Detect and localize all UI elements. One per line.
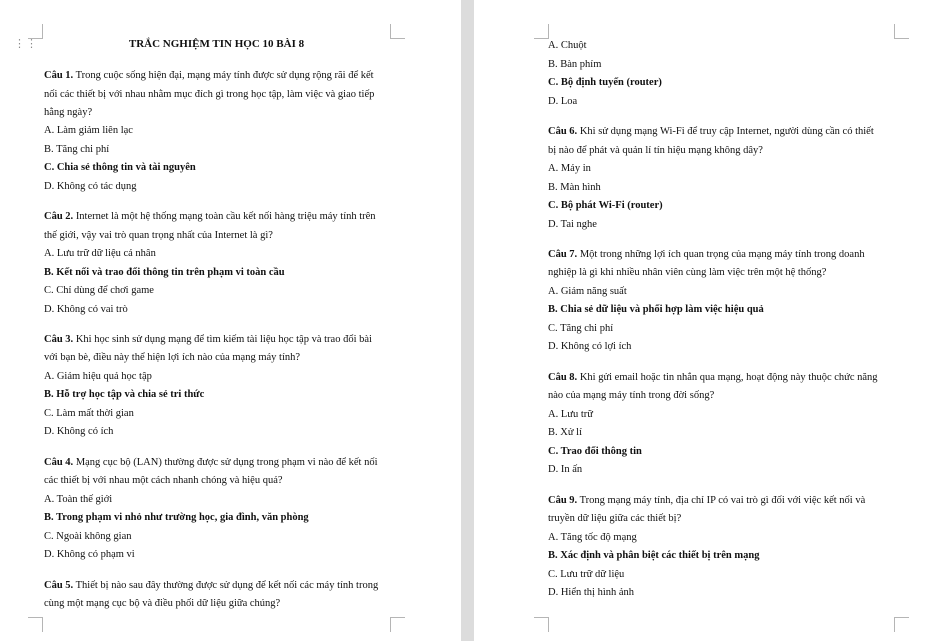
answer-option: D. Không có tác dụng: [44, 181, 137, 192]
answer-option: B. Xử lí: [548, 427, 582, 438]
answer-option: C. Làm mất thời gian: [44, 408, 134, 419]
question-4-text: [44, 456, 378, 469]
question-5-text: [44, 579, 378, 592]
question-9-text-cont: truyền dữ liệu giữa các thiết bị?: [548, 513, 682, 524]
correct-answer: C. Bộ định tuyến (router): [548, 77, 662, 88]
question-label: Câu 4.: [44, 457, 74, 468]
answer-option: A. Giảm năng suất: [548, 286, 627, 297]
question-6-text: [548, 125, 874, 138]
question-5-text-cont: cùng một mạng cục bộ và điều phối dữ liệu giữa chúng?: [44, 598, 281, 609]
answer-option: B. Màn hình: [548, 182, 601, 193]
answer-option: C. Chỉ dùng để chơi game: [44, 285, 154, 296]
answer-option: D. Không có vai trò: [44, 304, 128, 315]
question-1-text: [44, 69, 374, 82]
crop-mark: [28, 617, 43, 632]
document-title: TRẮC NGHIỆM TIN HỌC 10 BÀI 8: [128, 38, 305, 50]
question-label: Câu 9.: [548, 495, 578, 506]
crop-mark: [894, 24, 909, 39]
question-text: Khi học sinh sử dụng mạng để tìm kiếm tài liệu học tập và trao đổi bài: [73, 334, 372, 345]
answer-option: D. Tai nghe: [548, 219, 597, 230]
answer-option: D. Không có ích: [44, 426, 114, 437]
question-text: Internet là một hệ thống mạng toàn cầu kết nối hàng triệu máy tính trên: [73, 211, 376, 222]
correct-answer: B. Xác định và phân biệt các thiết bị trên mạng: [548, 550, 760, 561]
question-8-text: [548, 371, 878, 384]
document-page-2: [474, 0, 935, 641]
crop-mark: [534, 617, 549, 632]
correct-answer: C. Trao đổi thông tin: [548, 446, 642, 457]
crop-mark: [390, 24, 405, 39]
correct-answer: B. Kết nối và trao đổi thông tin trên phạm vi toàn cầu: [44, 267, 285, 278]
crop-mark: [390, 617, 405, 632]
crop-mark: [894, 617, 909, 632]
question-label: Câu 5.: [44, 580, 74, 591]
answer-option: A. Máy in: [548, 163, 591, 174]
question-label: Câu 8.: [548, 372, 578, 383]
question-9-text: [548, 494, 865, 507]
question-text: Trong cuộc sống hiện đại, mạng máy tính được sử dụng rộng rãi để kết: [73, 70, 374, 81]
answer-option: A. Toàn thế giới: [44, 494, 113, 505]
question-8-text-cont: nào của mạng máy tính trong đời sống?: [548, 390, 715, 401]
question-7-text-cont: nghiệp là gì khi nhiều nhân viên cùng làm việc trên một hệ thống?: [548, 267, 827, 278]
question-text: Khi sử dụng mạng Wi-Fi để truy cập Internet, người dùng cần có thiết: [577, 126, 874, 137]
question-text: Thiết bị nào sau đây thường được sử dụng để kết nối các máy tính trong: [73, 580, 379, 591]
question-label: Câu 3.: [44, 334, 74, 345]
answer-option: D. Loa: [548, 96, 578, 107]
answer-option: A. Lưu trữ dữ liệu cá nhân: [44, 248, 156, 259]
answer-option: C. Lưu trữ dữ liệu: [548, 569, 625, 580]
question-1-text-cont: hằng ngày?: [44, 107, 93, 118]
question-6-text-cont: bị nào để phát và quản lí tín hiệu mạng không dây?: [548, 145, 763, 156]
answer-option: D. Không có phạm vi: [44, 549, 135, 560]
answer-option: D. In ấn: [548, 464, 583, 475]
correct-answer: C. Bộ phát Wi-Fi (router): [548, 200, 663, 211]
question-text: Khi gửi email hoặc tin nhắn qua mạng, hoạt động này thuộc chức năng: [577, 372, 878, 383]
question-2-text-cont: thế giới, vậy vai trò quan trọng nhất của Internet là gì?: [44, 230, 273, 241]
question-label: Câu 7.: [548, 249, 578, 260]
question-3-text-cont: với bạn bè, điều này thể hiện lợi ích nào của mạng máy tính?: [44, 352, 301, 363]
question-1-text-cont: nối các thiết bị với nhau nhằm mục đích gì trong học tập, làm việc và giao tiếp: [44, 89, 375, 100]
question-text: Mạng cục bộ (LAN) thường được sử dụng trong phạm vi nào để kết nối: [73, 457, 378, 468]
crop-mark: [534, 24, 549, 39]
question-2-text: [44, 210, 376, 223]
answer-option: C. Ngoài không gian: [44, 531, 132, 542]
answer-option: B. Bàn phím: [548, 59, 602, 70]
page-gutter: [461, 0, 474, 641]
question-7-text: [548, 248, 865, 261]
correct-answer: C. Chia sẻ thông tin và tài nguyên: [44, 162, 196, 173]
correct-answer: B. Chia sẻ dữ liệu và phối hợp làm việc hiệu quả: [548, 304, 764, 315]
document-page-1: [0, 0, 461, 641]
question-text: Một trong những lợi ích quan trọng của mạng máy tính trong doanh: [577, 249, 865, 260]
question-3-text: [44, 333, 372, 346]
answer-option: D. Không có lợi ích: [548, 341, 632, 352]
question-label: Câu 1.: [44, 70, 74, 81]
answer-option: A. Giảm hiệu quả học tập: [44, 371, 152, 382]
answer-option: D. Hiển thị hình ảnh: [548, 587, 635, 598]
answer-option: A. Tăng tốc độ mạng: [548, 532, 637, 543]
answer-option: C. Tăng chi phí: [548, 323, 614, 334]
correct-answer: B. Hỗ trợ học tập và chia sẻ tri thức: [44, 389, 205, 400]
answer-option: B. Tăng chi phí: [44, 144, 110, 155]
correct-answer: B. Trong phạm vi nhỏ như trường học, gia đình, văn phòng: [44, 512, 309, 523]
question-4-text-cont: các thiết bị với nhau một cách nhanh chóng và hiệu quả?: [44, 475, 283, 486]
answer-option: A. Lưu trữ: [548, 409, 593, 420]
question-label: Câu 6.: [548, 126, 578, 137]
drag-handle-icon[interactable]: ⋮⋮: [14, 37, 38, 50]
answer-option: A. Làm giảm liên lạc: [44, 125, 133, 136]
question-text: Trong mạng máy tính, địa chỉ IP có vai trò gì đối với việc kết nối và: [577, 495, 866, 506]
question-label: Câu 2.: [44, 211, 74, 222]
answer-option: A. Chuột: [548, 40, 587, 51]
